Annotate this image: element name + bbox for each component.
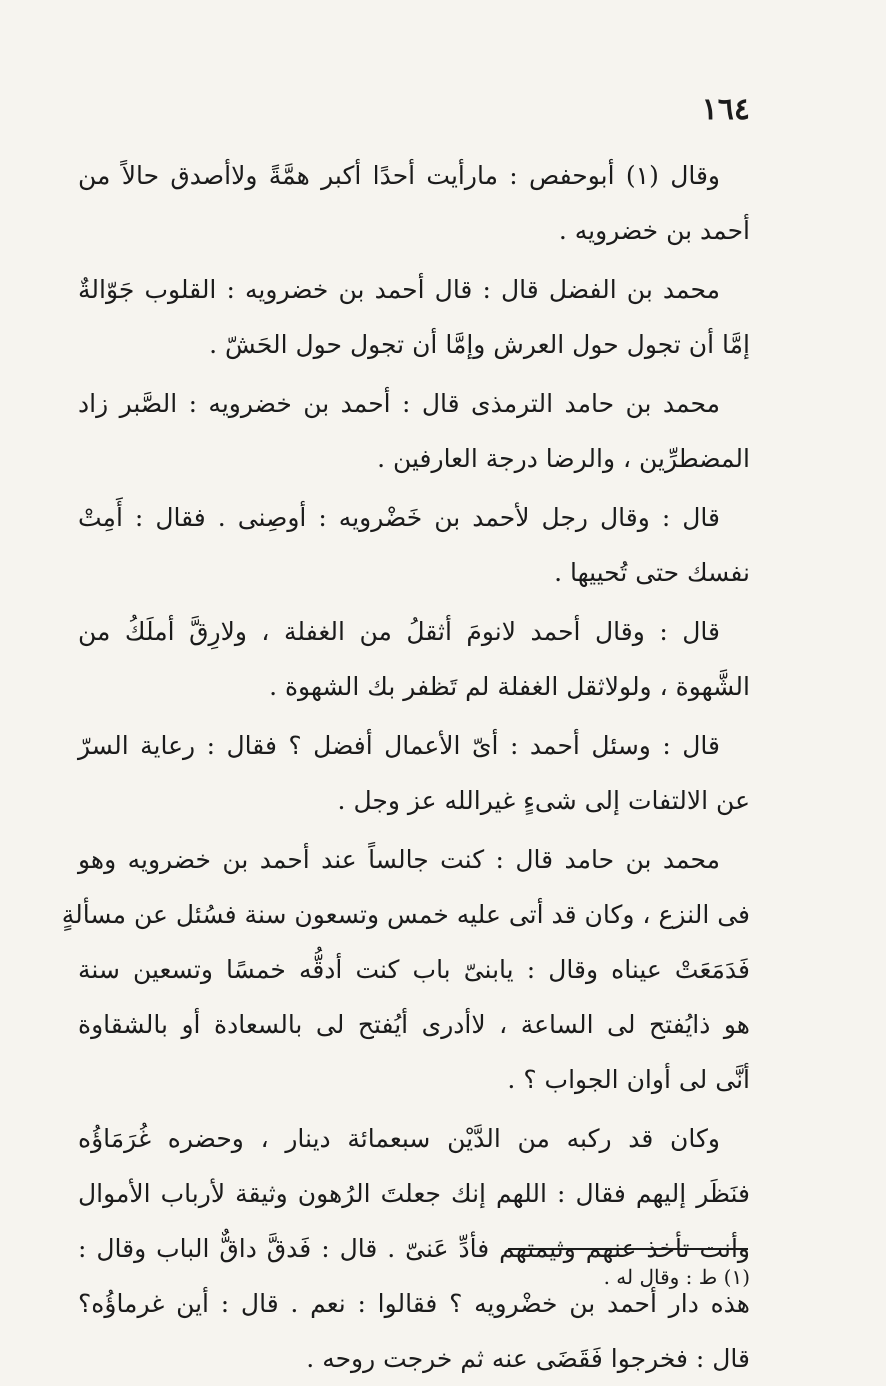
text-line: قال : وسئل أحمد : أىّ الأعمال أفضل ؟ فقال : رعاية السرّ [78,731,720,760]
text-line: فَدَمَعَتْ عيناه وقال : يابنىّ باب كنت أدقُّه خمسًا وتسعين سنة [78,955,750,984]
paragraph [78,604,750,714]
text-line: محمد بن حامد قال : كنت جالساً عند أحمد بن خضرويه وهو [78,845,720,874]
paragraph [61,832,750,1107]
footnote-separator [508,1248,748,1250]
text-line: إمَّا أن تجول حول العرش وإمَّا أن تجول حول الحَشّ . [209,330,750,359]
text-line: محمد بن حامد الترمذى قال : أحمد بن خضرويه : الصَّبر زاد [78,389,720,418]
paragraph [78,262,750,372]
main-text [61,148,750,1386]
text-line: قال : وقال أحمد لانومَ أثقلُ من الغفلة ، ولارِقَّ أملَكُ من [78,617,720,646]
text-line: الشَّهوة ، ولولاثقل الغفلة لم تَظفر بك الشهوة . [269,672,750,701]
page-number: ١٦٤ [701,92,750,127]
text-line: هذه دار أحمد بن خضْرويه ؟ فقالوا : نعم . قال : أين غرماؤُه؟ [78,1289,750,1318]
paragraph [78,148,750,258]
text-line: قال : فخرجوا فَقَضَى عنه ثم خرجت روحه . [306,1344,750,1373]
text-line: قال : وقال رجل لأحمد بن خَضْرويه : أوصِنى . فقال : أَمِتْ [78,503,720,532]
text-line: محمد بن الفضل قال : قال أحمد بن خضرويه : القلوب جَوّالةٌ [78,275,720,304]
paragraph [78,718,750,828]
paragraph [78,376,750,486]
text-line: وقال (١) أبوحفص : مارأيت أحدًا أكبر همَّةً ولاأصدق حالاً من [78,161,720,190]
footnote: (١) ط : وقال له . [603,1265,750,1289]
text-line: وكان قد ركبه من الدَّيْن سبعمائة دينار ، وحضره غُرَمَاؤُه [78,1124,720,1153]
text-line: وأنت تأخذ عنهم وثيمتهم فأدِّ عَنىّ . قال : فَدقَّ داقٌّ الباب وقال : [78,1234,750,1263]
paragraph [78,490,750,600]
text-line: أنَّى لى أوان الجواب ؟ . [507,1065,750,1094]
text-line: فى النزع ، وكان قد أتى عليه خمس وتسعون سنة فسُئل عن مسألةٍ [61,900,750,929]
text-line: عن الالتفات إلى شىءٍ غيرالله عز وجل . [337,786,750,815]
text-line: المضطرِّين ، والرضا درجة العارفين . [377,444,750,473]
text-line: هو ذايُفتح لى الساعة ، لاأدرى أيُفتح لى بالسعادة أو بالشقاوة [78,1010,750,1039]
text-line: فنَظَر إليهم فقال : اللهم إنك جعلتَ الرُهون وثيقة لأرباب الأموال [78,1179,750,1208]
text-line: نفسك حتى تُحييها . [554,558,750,587]
text-line: أحمد بن خضرويه . [558,216,750,245]
